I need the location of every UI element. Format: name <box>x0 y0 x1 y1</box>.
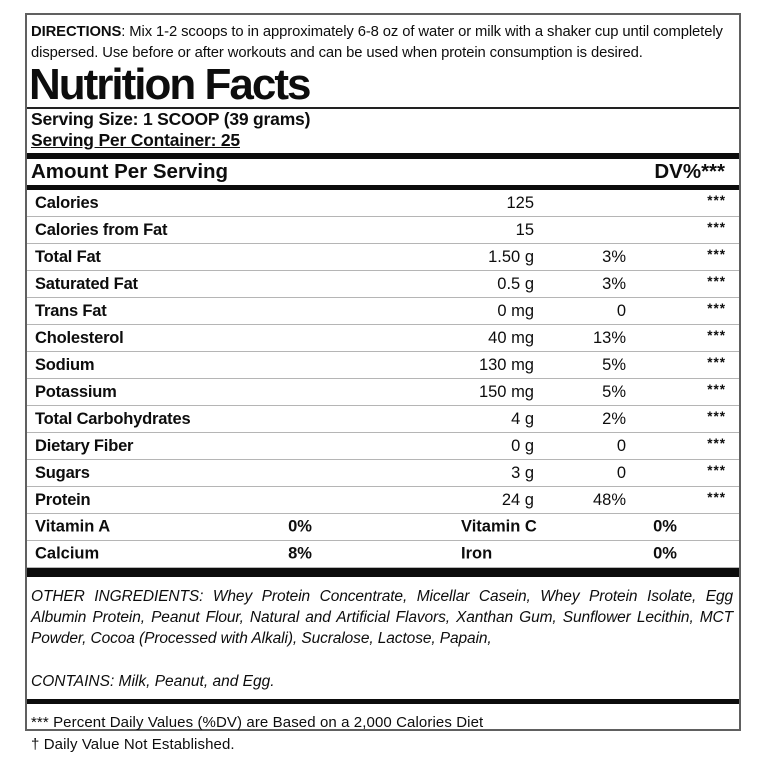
nutrient-note: *** <box>707 436 726 451</box>
nutrient-amount: 0.5 g <box>497 274 534 293</box>
table-header-row <box>27 159 739 185</box>
directions-paragraph <box>27 22 739 63</box>
table-row <box>27 487 739 514</box>
directions-label: DIRECTIONS <box>31 24 122 40</box>
nutrient-note: *** <box>707 301 726 316</box>
nutrition-label <box>25 13 741 753</box>
nutrient-note: *** <box>707 247 726 262</box>
table-row <box>27 298 739 325</box>
nutrient-label: Calories from Fat <box>35 220 168 239</box>
other-ingredients: OTHER INGREDIENTS: Whey Protein Concentrate, Micellar Casein, Whey Protein Isolate, Egg Albumin Protein, Peanut Flour, Natural and Artificial Flavors, Xanthan Gum, Sunflower Lecithin, MCT Powder, Cocoa (Processed with Alkali), Sucralose, Lactose, Papain, <box>31 588 733 647</box>
nutrient-label: Protein <box>35 490 91 509</box>
thick-divider-footnote <box>27 699 739 704</box>
nutrient-amount: 15 <box>515 220 534 239</box>
table-row <box>27 244 739 271</box>
nutrient-label: Total Carbohydrates <box>35 409 191 428</box>
footnote-dv-basis: *** Percent Daily Values (%DV) are Based on a 2,000 Calories Diet <box>31 714 484 731</box>
nutrient-dv: 0 <box>616 301 626 320</box>
table-row <box>27 406 739 433</box>
table-row <box>27 460 739 487</box>
thick-divider-table-bottom <box>27 568 739 577</box>
nutrient-amount: 24 g <box>501 490 534 509</box>
nutrient-note: *** <box>707 382 726 397</box>
micronutrient-value: 0% <box>653 544 677 563</box>
nutrient-note: *** <box>707 193 726 208</box>
nutrient-dv: 3% <box>602 274 626 293</box>
nutrient-note: *** <box>707 409 726 424</box>
nutrient-amount: 3 g <box>511 463 534 482</box>
serving-size: Serving Size: 1 SCOOP (39 grams) <box>31 109 311 129</box>
micronutrient-label: Calcium <box>35 544 100 563</box>
nutrient-label: Dietary Fiber <box>35 436 134 455</box>
nutrient-amount: 150 mg <box>478 382 534 401</box>
allergen-statement: CONTAINS: Milk, Peanut, and Egg. <box>31 673 275 690</box>
nutrient-table <box>27 190 739 568</box>
footnote-dv-not-established: † Daily Value Not Established. <box>31 735 235 753</box>
page-title: Nutrition Facts <box>29 60 310 109</box>
nutrient-dv: 0 <box>616 463 626 482</box>
nutrient-dv: 5% <box>602 382 626 401</box>
nutrient-label: Total Fat <box>35 247 101 266</box>
micronutrient-label: Vitamin A <box>35 517 111 536</box>
table-row <box>27 433 739 460</box>
nutrient-note: *** <box>707 220 726 235</box>
nutrient-label: Calories <box>35 193 99 212</box>
nutrient-dv: 2% <box>602 409 626 428</box>
nutrient-amount: 1.50 g <box>488 247 534 266</box>
serving-per-container: Serving Per Container: 25 <box>31 130 240 150</box>
micronutrient-value: 0% <box>653 517 677 536</box>
nutrient-label: Trans Fat <box>35 301 107 320</box>
footnotes <box>27 712 739 755</box>
nutrient-amount: 4 g <box>511 409 534 428</box>
nutrient-dv: 5% <box>602 355 626 374</box>
nutrient-label: Sodium <box>35 355 95 374</box>
nutrient-label: Cholesterol <box>35 328 124 347</box>
nutrient-dv: 0 <box>616 436 626 455</box>
table-row <box>27 379 739 406</box>
nutrient-dv: 13% <box>592 328 626 347</box>
micronutrient-value: 8% <box>288 544 312 563</box>
nutrient-note: *** <box>707 463 726 478</box>
table-row <box>27 352 739 379</box>
nutrient-note: *** <box>707 355 726 370</box>
nutrient-amount: 40 mg <box>488 328 534 347</box>
nutrient-label: Sugars <box>35 463 90 482</box>
micronutrient-label: Vitamin C <box>461 517 537 536</box>
nutrient-label: Potassium <box>35 382 117 401</box>
amount-per-serving-header: Amount Per Serving <box>31 160 229 183</box>
nutrient-amount: 125 <box>506 193 534 212</box>
dv-percent-header: DV%*** <box>654 160 725 183</box>
nutrient-label: Saturated Fat <box>35 274 138 293</box>
nutrient-note: *** <box>707 274 726 289</box>
micronutrient-label: Iron <box>461 544 493 563</box>
table-row <box>27 325 739 352</box>
micronutrient-row <box>27 514 739 541</box>
nutrient-note: *** <box>707 490 726 505</box>
table-row <box>27 217 739 244</box>
table-row <box>27 190 739 217</box>
nutrient-amount: 130 mg <box>478 355 534 374</box>
directions-text: : Mix 1-2 scoops to in approximately 6-8 oz of water or milk with a shaker cup until completely dispersed. Use before or after workouts and can be used when protein consumption is desired. <box>31 24 723 61</box>
nutrient-amount: 0 mg <box>497 301 534 320</box>
micronutrient-value: 0% <box>288 517 312 536</box>
nutrient-note: *** <box>707 328 726 343</box>
micronutrient-row <box>27 541 739 568</box>
nutrient-amount: 0 g <box>511 436 534 455</box>
nutrient-dv: 48% <box>592 490 626 509</box>
table-row <box>27 271 739 298</box>
nutrient-dv: 3% <box>602 247 626 266</box>
